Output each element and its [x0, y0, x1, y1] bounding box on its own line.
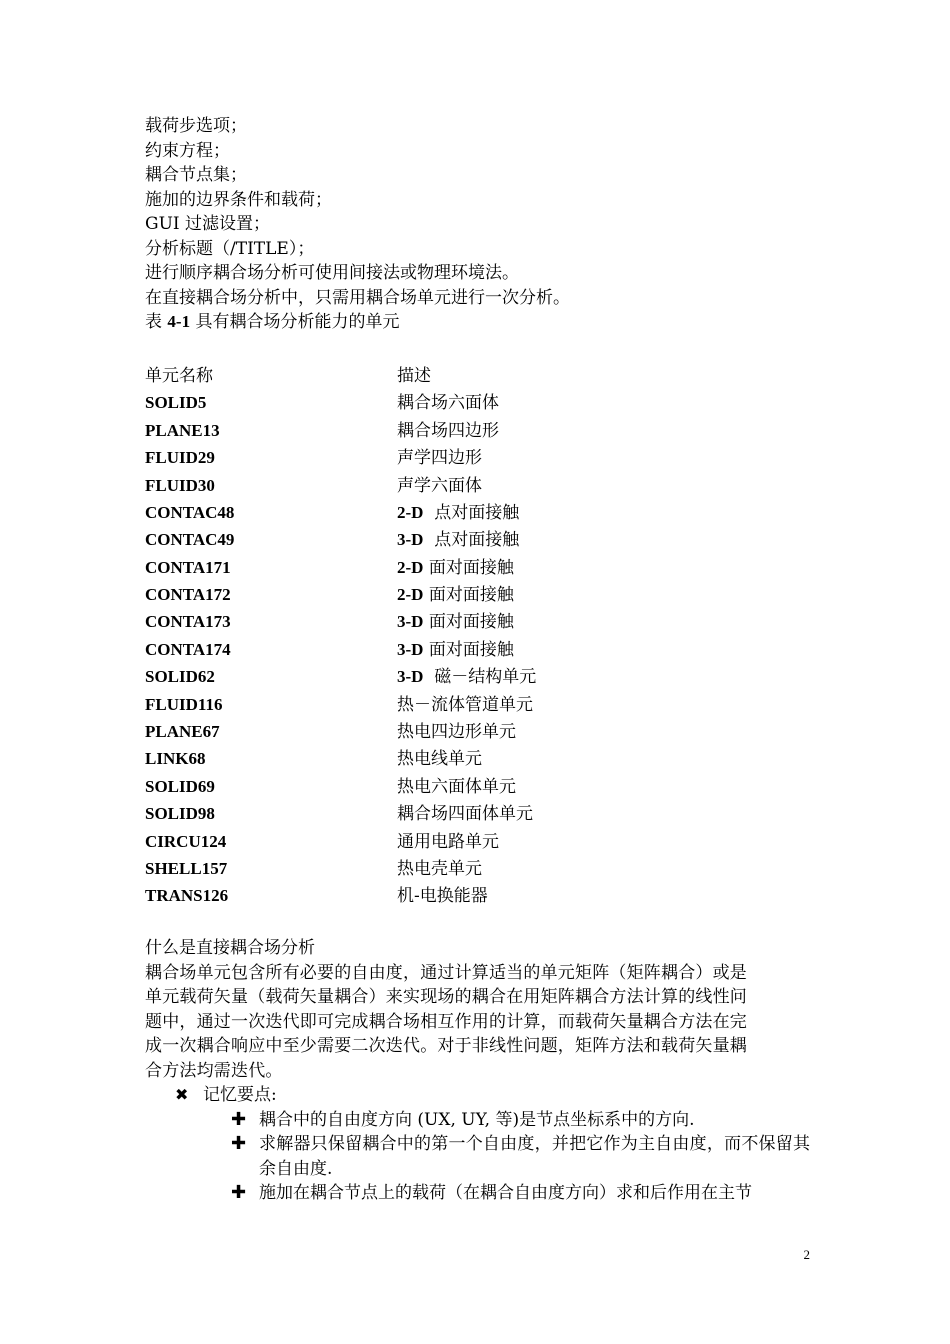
element-name-cell: CONTAC48	[145, 502, 235, 522]
table-row	[145, 499, 810, 526]
table-row	[145, 691, 810, 718]
table-row	[145, 664, 810, 691]
element-name-cell: LINK68	[145, 749, 206, 769]
table-row	[145, 445, 810, 472]
description-cell	[397, 665, 536, 690]
description-cell	[397, 583, 514, 608]
description-text: 通用电路单元	[397, 831, 499, 852]
paragraph-line: 成一次耦合响应中至少需要二次迭代。对于非线性问题，矩阵方法和载荷矢量耦	[145, 1036, 747, 1057]
memory-item	[231, 1181, 810, 1206]
table-row	[145, 883, 810, 910]
element-name-cell: CONTA173	[145, 612, 231, 632]
table-caption-prefix: 表	[145, 312, 168, 332]
element-name-cell: FLUID29	[145, 448, 215, 468]
header-element-name: 单元名称	[145, 365, 213, 386]
paragraph-line: 题中，通过一次迭代即可完成耦合场相互作用的计算，而载荷矢量耦合方法在完	[145, 1011, 747, 1032]
element-table	[145, 363, 810, 911]
intro-list	[145, 114, 810, 310]
description-cell	[397, 419, 499, 444]
paragraph-line: 单元载荷矢量（载荷矢量耦合）来实现场的耦合在用矩阵耦合方法计算的线性问	[145, 987, 747, 1008]
description-cell	[397, 693, 533, 718]
table-row	[145, 417, 810, 444]
dimension-prefix: 2-D	[397, 502, 424, 522]
memory-item-text: 耦合中的自由度方向 (UX, UY, 等)是节点坐标系中的方向.	[259, 1109, 695, 1130]
element-name-cell: SHELL157	[145, 858, 228, 878]
element-name-cell: SOLID69	[145, 776, 215, 796]
element-name-cell: CONTA174	[145, 639, 231, 659]
table-row	[145, 582, 810, 609]
element-name-cell: PLANE67	[145, 722, 220, 742]
intro-line: 耦合节点集；	[145, 165, 247, 185]
description-text: 热电四边形单元	[397, 722, 516, 743]
description-cell	[397, 720, 516, 745]
description-text: 面对面接触	[423, 557, 514, 578]
element-name-cell: SOLID5	[145, 393, 207, 413]
dimension-prefix: 3-D	[397, 639, 424, 659]
plus-bullet-icon: ✚	[231, 1182, 247, 1204]
description-cell	[397, 747, 482, 772]
table-row	[145, 527, 810, 554]
table-row	[145, 856, 810, 883]
memory-item-text: 施加在耦合节点上的载荷（在耦合自由度方向）求和后作用在主节	[259, 1183, 752, 1204]
memory-points	[145, 1083, 810, 1206]
table-caption-title: 具有耦合场分析能力的单元	[190, 312, 400, 332]
section-title: 什么是直接耦合场分析	[145, 938, 315, 959]
description-text: 点对面接触	[423, 530, 520, 551]
description-text: 声学四边形	[397, 448, 482, 469]
description-cell	[397, 802, 533, 827]
header-description: 描述	[397, 365, 431, 386]
description-text: 耦合场六面体	[397, 393, 499, 414]
description-cell	[397, 610, 514, 635]
table-row	[145, 609, 810, 636]
memory-list	[145, 1108, 810, 1206]
description-text: 面对面接触	[423, 585, 514, 606]
paragraph-line: 耦合场单元包含所有必要的自由度，通过计算适当的单元矩阵（矩阵耦合）或是	[145, 962, 747, 983]
description-text: 耦合场四边形	[397, 420, 499, 441]
intro-line: 载荷步选项；	[145, 116, 247, 136]
memory-item	[231, 1132, 810, 1181]
table-row	[145, 773, 810, 800]
description-text: 热－流体管道单元	[397, 694, 533, 715]
paragraph-line: 合方法均需迭代。	[145, 1060, 283, 1081]
table-row	[145, 828, 810, 855]
element-name-cell: FLUID30	[145, 475, 215, 495]
page-number: 2	[803, 1247, 810, 1262]
description-cell	[397, 501, 519, 526]
intro-line: 约束方程；	[145, 140, 230, 161]
section-paragraph	[145, 961, 810, 1084]
table-caption	[145, 310, 810, 335]
description-text: 热电六面体单元	[397, 776, 516, 797]
element-name-cell: FLUID116	[145, 694, 223, 714]
description-cell	[397, 446, 482, 471]
description-text: 磁－结构单元	[423, 667, 537, 688]
intro-line: 进行顺序耦合场分析可使用间接法或物理环境法。	[145, 263, 519, 283]
cross-bullet-icon: ✖	[175, 1085, 189, 1105]
element-name-cell: SOLID98	[145, 804, 215, 824]
table-row	[145, 801, 810, 828]
table-row	[145, 636, 810, 663]
section-direct-coupling	[145, 936, 810, 1206]
memory-item	[231, 1108, 810, 1133]
intro-line: 施加的边界条件和载荷；	[145, 189, 332, 210]
description-cell	[397, 391, 499, 416]
description-text: 面对面接触	[423, 612, 514, 633]
page-content	[145, 114, 810, 1206]
dimension-prefix: 3-D	[397, 667, 424, 687]
memory-heading: 记忆要点:	[203, 1085, 277, 1106]
memory-item-text: 求解器只保留耦合中的第一个自由度，并把它作为主自由度，而不保留其余自由度.	[259, 1134, 810, 1179]
plus-bullet-icon: ✚	[231, 1108, 247, 1130]
description-cell	[397, 830, 499, 855]
intro-line: GUI 过滤设置；	[145, 214, 271, 234]
table-caption-number: 4-1	[167, 312, 191, 331]
element-name-cell: SOLID62	[145, 667, 215, 687]
description-text: 热电线单元	[397, 749, 482, 770]
description-text: 机-电换能器	[397, 886, 488, 907]
table-row	[145, 472, 810, 499]
description-text: 点对面接触	[423, 502, 520, 523]
element-name-cell: CONTAC49	[145, 530, 235, 550]
intro-line: 在直接耦合场分析中，只需用耦合场单元进行一次分析。	[145, 287, 570, 308]
description-text: 声学六面体	[397, 475, 482, 496]
plus-bullet-icon: ✚	[231, 1133, 247, 1155]
element-name-cell: TRANS126	[145, 886, 229, 906]
table-row	[145, 390, 810, 417]
table-row	[145, 719, 810, 746]
description-text: 面对面接触	[423, 639, 514, 660]
element-name-cell: CIRCU124	[145, 831, 227, 851]
intro-line: 分析标题（/TITLE）；	[145, 238, 315, 259]
table-header-row	[145, 363, 810, 390]
memory-heading-row	[145, 1083, 810, 1108]
element-name-cell: CONTA172	[145, 585, 231, 605]
description-cell	[397, 775, 516, 800]
element-name-cell: CONTA171	[145, 557, 231, 577]
description-cell	[397, 556, 514, 581]
description-cell	[397, 638, 514, 663]
description-text: 耦合场四面体单元	[397, 804, 533, 825]
description-cell	[397, 857, 482, 882]
table-row	[145, 554, 810, 581]
dimension-prefix: 2-D	[397, 557, 424, 577]
dimension-prefix: 3-D	[397, 612, 424, 632]
description-cell	[397, 528, 519, 553]
description-text: 热电壳单元	[397, 858, 482, 879]
table-row	[145, 746, 810, 773]
description-cell	[397, 884, 488, 909]
description-cell	[397, 474, 482, 499]
dimension-prefix: 2-D	[397, 585, 424, 605]
dimension-prefix: 3-D	[397, 530, 424, 550]
element-name-cell: PLANE13	[145, 420, 220, 440]
